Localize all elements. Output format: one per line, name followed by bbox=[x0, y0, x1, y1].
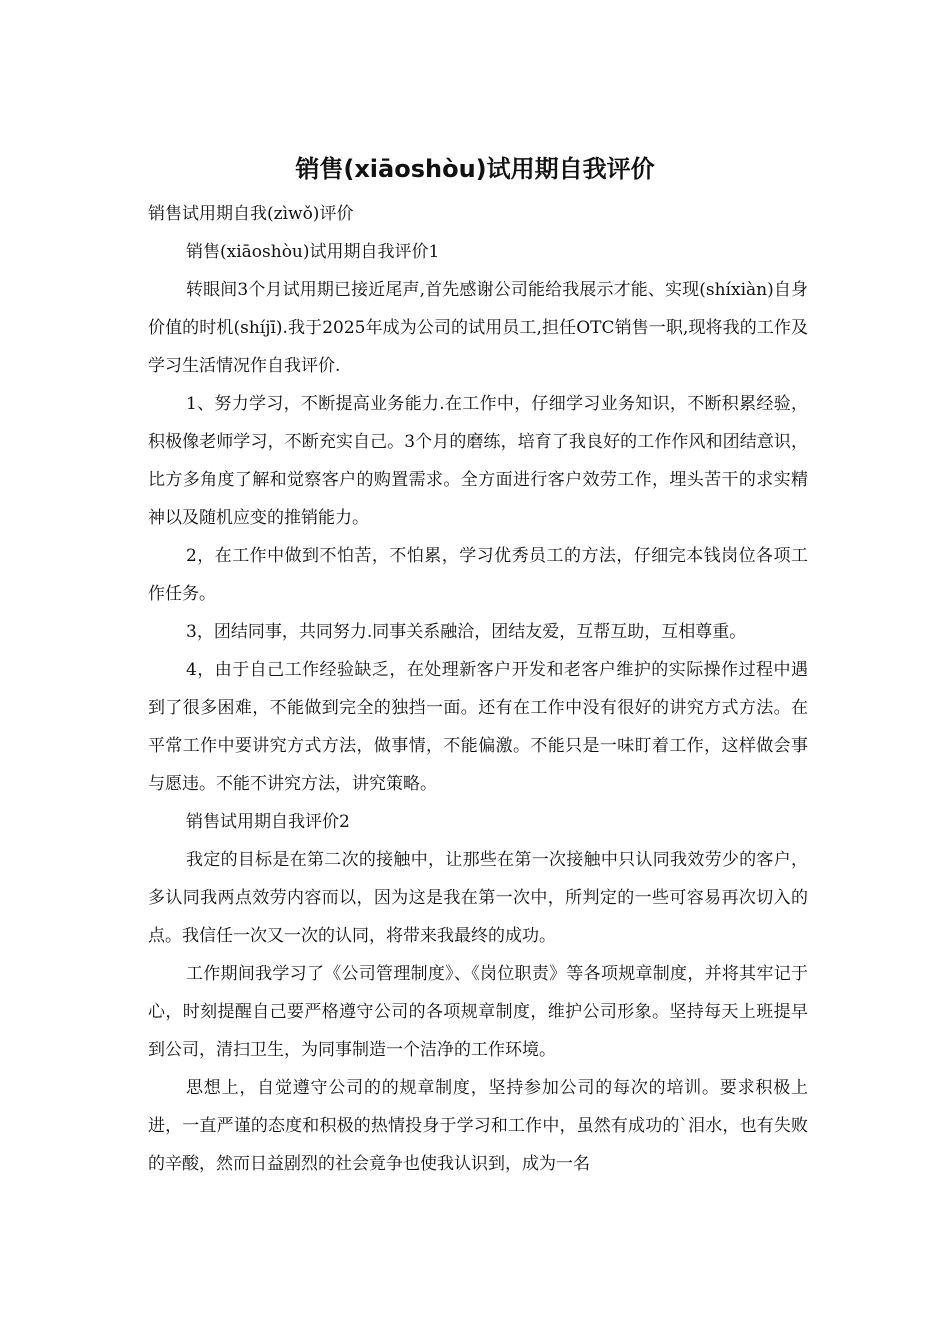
paragraph: 工作期间我学习了《公司管理制度》、《岗位职责》等各项规章制度，并将其牢记于心，时刻提醒自己要严格遵守公司的各项规章制度，维护公司形象。坚持每天上班提早到公司，清扫卫生，为同事制造一个洁净的工作环境。 bbox=[148, 964, 808, 1060]
paragraph: 4，由于自己工作经验缺乏，在处理新客户开发和老客户维护的实际操作过程中遇到了很多困难，不能做到完全的独挡一面。还有在工作中没有很好的讲究方式方法。在平常工作中要讲究方式方法，做事情，不能偏激。不能只是一味盯着工作，这样做会事与愿违。不能不讲究方法，讲究策略。 bbox=[148, 660, 808, 794]
paragraph: 我定的目标是在第二次的接触中，让那些在第一次接触中只认同我效劳少的客户，多认同我两点效劳内容而以，因为这是我在第一次中，所判定的一些可容易再次切入的点。我信任一次又一次的认同，将带来我最终的成功。 bbox=[148, 850, 808, 946]
paragraph: 3，团结同事，共同努力.同事关系融洽，团结友爱，互帮互助，互相尊重。 bbox=[186, 622, 747, 642]
document-title: 销售(xiāoshòu)试用期自我评价 bbox=[295, 155, 655, 183]
section-heading: 销售试用期自我评价2 bbox=[186, 812, 350, 832]
paragraph: 思想上，自觉遵守公司的的规章制度，坚持参加公司的每次的培训。要求积极上进，一直严谨的态度和积极的热情投身于学习和工作中，虽然有成功的`泪水，也有失败的辛酸，然而日益剧烈的社会竟争也使我认识到，成为一名 bbox=[148, 1078, 808, 1174]
paragraph: 2，在工作中做到不怕苦，不怕累，学习优秀员工的方法，仔细完本钱岗位各项工作任务。 bbox=[148, 546, 808, 604]
paragraph: 1、努力学习，不断提高业务能力.在工作中，仔细学习业务知识，不断积累经验，积极像老师学习，不断充实自己。3个月的磨练，培育了我良好的工作作风和团结意识，比方多角度了解和觉察客户的购置需求。全方面进行客户效劳工作，埋头苦干的求实精神以及随机应变的推销能力。 bbox=[148, 394, 808, 528]
paragraph: 转眼间3个月试用期已接近尾声,首先感谢公司能给我展示才能、实现(shíxiàn)自身价值的时机(shíjī).我于2025年成为公司的试用员工,担任OTC销售一职,现将我的工作及学习生活情况作自我评价. bbox=[148, 280, 808, 376]
document-body bbox=[148, 195, 808, 1183]
paragraph: 销售试用期自我(zìwǒ)评价 bbox=[148, 204, 354, 224]
section-heading: 销售(xiāoshòu)试用期自我评价1 bbox=[186, 242, 440, 262]
